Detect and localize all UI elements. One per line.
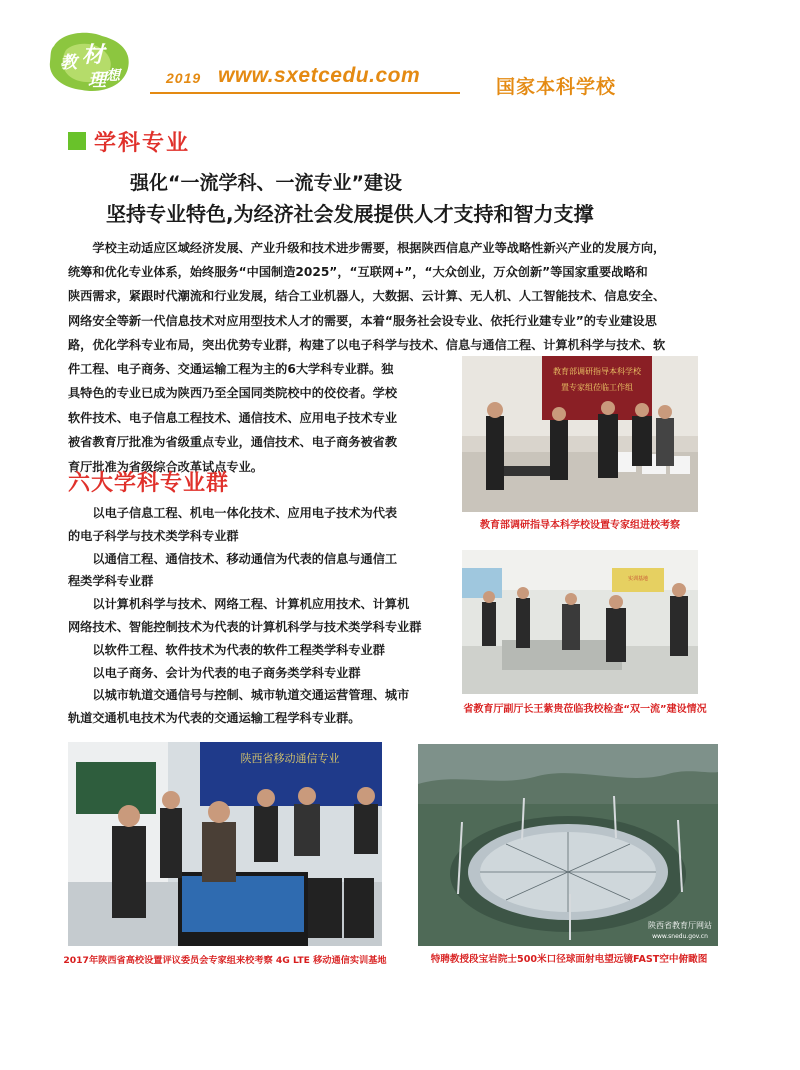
- photo-watermark-url: www.snedu.gov.cn: [652, 933, 708, 940]
- group-line: 以通信工程、通信技术、移动通信为代表的信息与通信工: [92, 551, 398, 566]
- intro-line: 统筹和优化专业体系，始终服务“中国制造2025”，“互联网+”，“大众创业，万众创新”等国家重要战略和: [68, 265, 648, 280]
- groups-list: [68, 502, 460, 730]
- slogan-line-1: 强化“一流学科、一流专业”建设: [130, 172, 402, 194]
- intro-line: 网络安全等新一代信息技术对应用型技术人才的需要，本着“服务社会设专业、依托行业建专业”的专业建设思: [68, 313, 657, 328]
- photo-vice-director-visit: [462, 550, 698, 694]
- group-line: 以软件工程、软件技术为代表的软件工程类学科专业群: [92, 642, 385, 657]
- section-bullet-icon: [68, 132, 86, 150]
- groups-title: 六大学科专业群: [68, 471, 230, 496]
- svg-text:教: 教: [60, 53, 77, 73]
- intro-line: 具特色的专业已成为陕西乃至全国同类院校中的佼佼者。学校: [68, 386, 398, 401]
- header-divider: [150, 92, 460, 94]
- section-title: 学科专业: [94, 131, 191, 156]
- photo-caption-4: 特聘教授段宝岩院士500米口径球面射电望远镜FAST空中俯瞰图: [430, 954, 708, 965]
- intro-paragraph: [68, 236, 718, 357]
- intro-line: 育厅批准为省级综合改革试点专业。: [68, 459, 263, 474]
- photo-banner-text: 实训基地: [627, 576, 649, 582]
- photo-caption-3: 2017年陕西省高校设置评议委员会专家组来校考察 4G LTE 移动通信实训基地: [63, 955, 387, 966]
- group-line: 轨道交通机电技术为代表的交通运输工程学科专业群。: [68, 711, 361, 726]
- photo-lte-training-base: [68, 742, 382, 946]
- photo-caption-1: 教育部调研指导本科学校设置专家组进校考察: [480, 520, 680, 531]
- intro-line: 路，优化学科专业布局，突出优势专业群，构建了以电子科学与技术、信息与通信工程、计算机科学与技术、软: [68, 337, 666, 352]
- group-line: 程类学科专业群: [68, 574, 154, 589]
- slogan-line-2: 坚持专业特色,为经济社会发展提供人才支持和智力支撑: [106, 202, 594, 226]
- header-url[interactable]: www.sxetcedu.com: [218, 64, 421, 87]
- group-line: 以电子信息工程、机电一体化技术、应用电子技术为代表: [92, 506, 398, 520]
- photo-expert-inspection: [462, 356, 698, 512]
- intro-paragraph-continued: [68, 357, 460, 479]
- intro-line: 件工程、电子商务、交通运输工程为主的6大学科专业群。独: [68, 362, 394, 376]
- group-line: 以城市轨道交通信号与控制、城市轨道交通运营管理、城市: [92, 688, 410, 703]
- group-line: 以电子商务、会计为代表的电子商务类学科专业群: [92, 665, 361, 680]
- photo-watermark: 陕西省教育厅网站: [648, 921, 712, 930]
- photo-banner-text: 陕西省移动通信专业: [240, 752, 340, 765]
- svg-text:材: 材: [82, 42, 105, 68]
- intro-line: 陕西需求，紧跟时代潮流和行业发展，结合工业机器人，大数据、云计算、无人机、人工智能技术、信息安全、: [68, 289, 666, 304]
- group-line: 的电子科学与技术类学科专业群: [68, 528, 239, 543]
- photo-banner-text: 教育部调研指导本科学校: [553, 367, 641, 376]
- group-line: 以计算机科学与技术、网络工程、计算机应用技术、计算机: [92, 597, 410, 612]
- svg-text:理: 理: [88, 70, 106, 91]
- intro-line: 被省教育厅批准为省级重点专业，通信技术、电子商务被省教: [68, 435, 398, 450]
- svg-text:置专家组莅临工作组: 置专家组莅临工作组: [561, 383, 633, 392]
- intro-line: 软件技术、电子信息工程技术、通信技术、应用电子技术专业: [68, 410, 398, 425]
- svg-text:想: 想: [106, 68, 120, 84]
- header-year: 2019: [166, 70, 202, 86]
- intro-line: 学校主动适应区域经济发展、产业升级和技术进步需要，根据陕西信息产业等战略性新兴产业的发展方向，: [92, 241, 666, 255]
- group-line: 网络技术、智能控制技术为代表的计算机科学与技术类学科专业群: [68, 619, 422, 634]
- photo-fast-telescope: [418, 744, 718, 946]
- photo-caption-2: 省教育厅副厅长王紫贵莅临我校检查“双一流”建设情况: [463, 704, 707, 715]
- logo: [44, 28, 134, 96]
- header-school-name: 国家本科学校: [496, 76, 617, 98]
